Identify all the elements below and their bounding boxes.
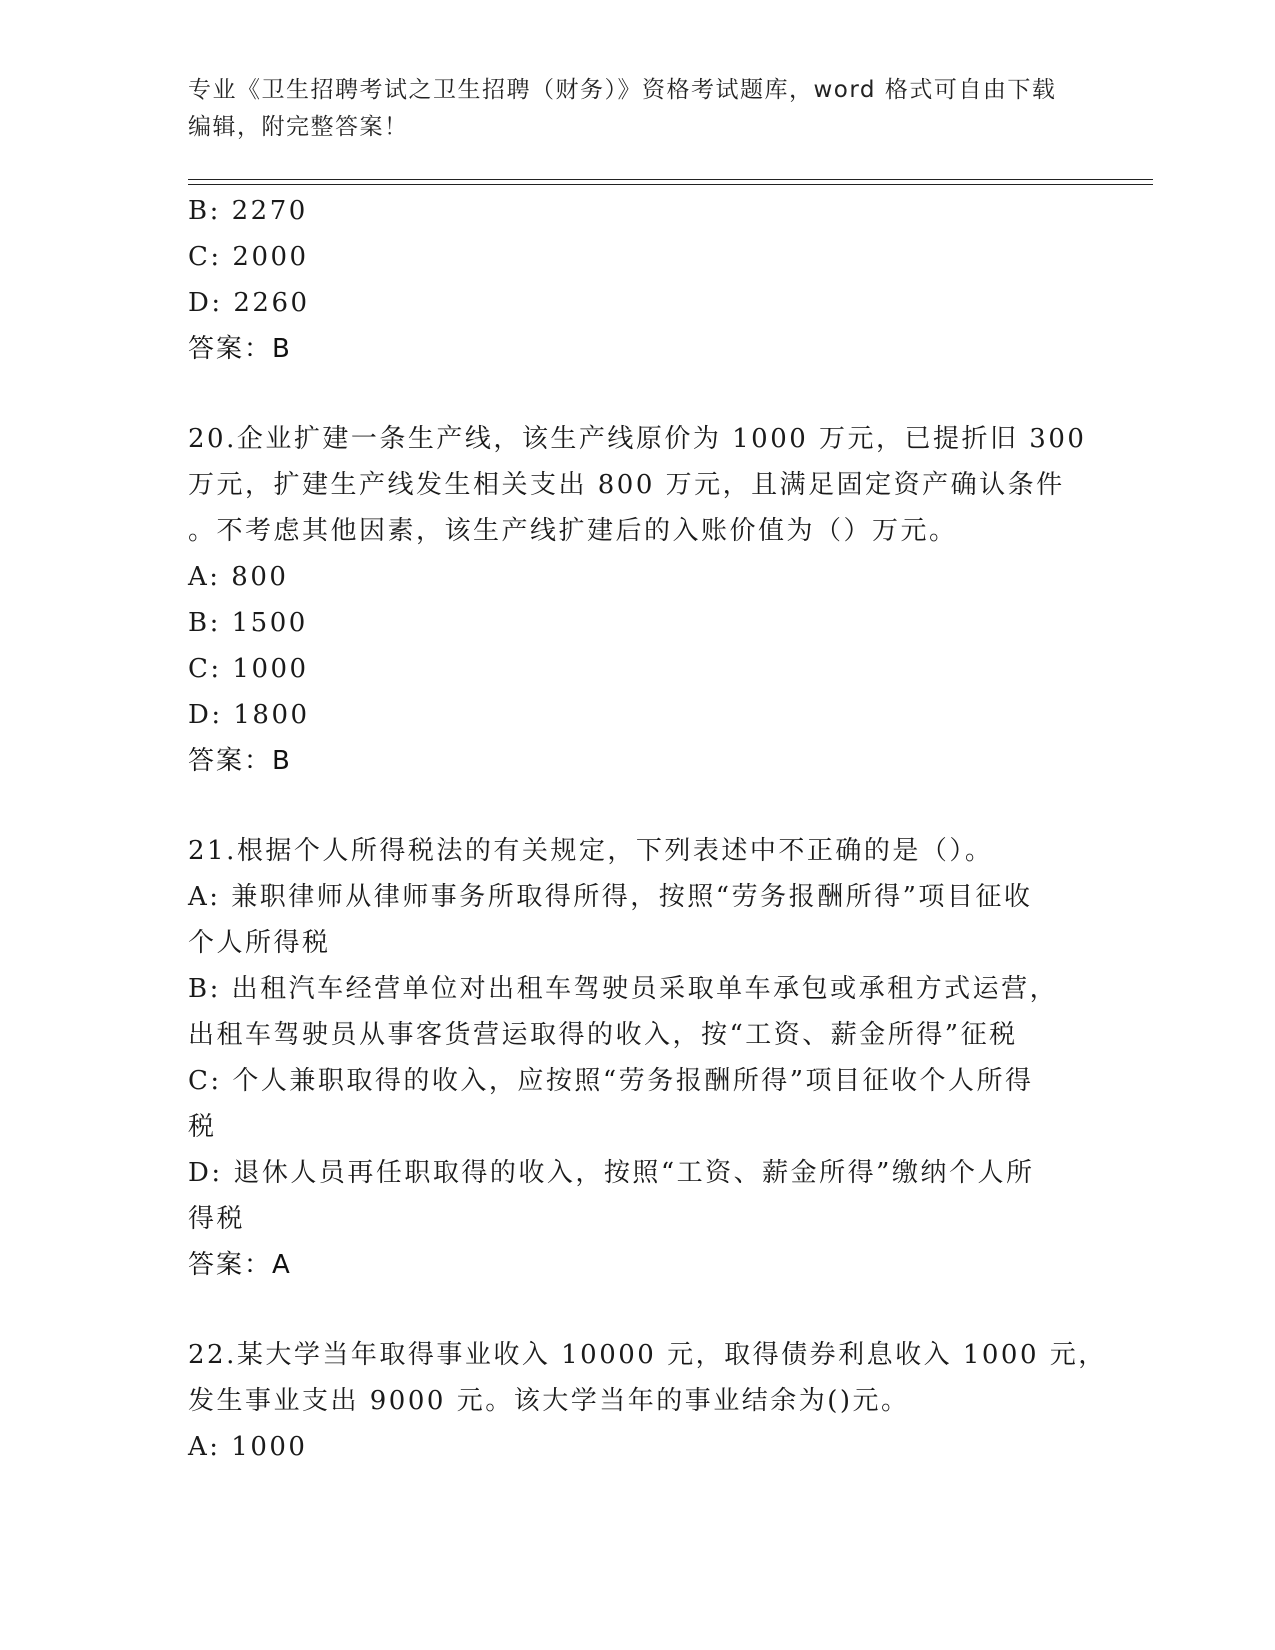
option-d-cont: 得税 bbox=[188, 1204, 246, 1234]
option-b-cont: 出租车驾驶员从事客货营运取得的收入，按“工资、薪金所得”征税 bbox=[188, 1020, 1018, 1050]
option-d: D: 1800 bbox=[188, 700, 310, 730]
option-b: B: 2270 bbox=[188, 196, 308, 226]
document-header bbox=[188, 72, 1068, 146]
question-stem: 发生事业支出 9000 元。该大学当年的事业结余为()元。 bbox=[188, 1386, 910, 1416]
question-21 bbox=[188, 828, 1088, 1288]
option-a-cont: 个人所得税 bbox=[188, 928, 331, 958]
question-stem: 万元，扩建生产线发生相关支出 800 万元，且满足固定资产确认条件 bbox=[188, 470, 1065, 500]
question-list bbox=[188, 188, 1107, 1470]
spacer bbox=[188, 784, 1088, 828]
option-c: C: 个人兼职取得的收入，应按照“劳务报酬所得”项目征收个人所得 bbox=[188, 1066, 1034, 1096]
option-a: A: 1000 bbox=[188, 1432, 308, 1462]
answer: 答案：B bbox=[188, 334, 292, 364]
question-20 bbox=[188, 416, 1088, 784]
question-22 bbox=[188, 1332, 1107, 1470]
header-line-2: 编辑，附完整答案！ bbox=[188, 114, 409, 140]
option-c: C: 2000 bbox=[188, 242, 309, 272]
answer: 答案：B bbox=[188, 746, 292, 776]
option-d: D: 2260 bbox=[188, 288, 310, 318]
option-c: C: 1000 bbox=[188, 654, 309, 684]
question-stem: 20.企业扩建一条生产线，该生产线原价为 1000 万元，已提折旧 300 bbox=[188, 424, 1087, 454]
option-b: B: 1500 bbox=[188, 608, 308, 638]
spacer bbox=[188, 372, 1088, 416]
question-stem: 22.某大学当年取得事业收入 10000 元，取得债券利息收入 1000 元， bbox=[188, 1340, 1107, 1370]
option-a: A: 800 bbox=[188, 562, 289, 592]
option-b: B: 出租汽车经营单位对出租车驾驶员采取单车承包或承租方式运营， bbox=[188, 974, 1059, 1004]
question-stem: 21.根据个人所得税法的有关规定，下列表述中不正确的是（）。 bbox=[188, 836, 994, 866]
answer: 答案：A bbox=[188, 1250, 292, 1280]
question-19 bbox=[188, 188, 1088, 372]
question-stem: 。不考虑其他因素，该生产线扩建后的入账价值为（）万元。 bbox=[188, 516, 958, 546]
spacer bbox=[188, 1288, 1088, 1332]
header-divider-bottom bbox=[188, 184, 1153, 185]
header-line-1: 专业《卫生招聘考试之卫生招聘（财务）》资格考试题库，word 格式可自由下载 bbox=[188, 77, 1057, 103]
option-c-cont: 税 bbox=[188, 1112, 217, 1142]
option-d: D: 退休人员再任职取得的收入，按照“工资、薪金所得”缴纳个人所 bbox=[188, 1158, 1035, 1188]
header-divider-top bbox=[188, 179, 1153, 180]
option-a: A: 兼职律师从律师事务所取得所得，按照“劳务报酬所得”项目征收 bbox=[188, 882, 1033, 912]
